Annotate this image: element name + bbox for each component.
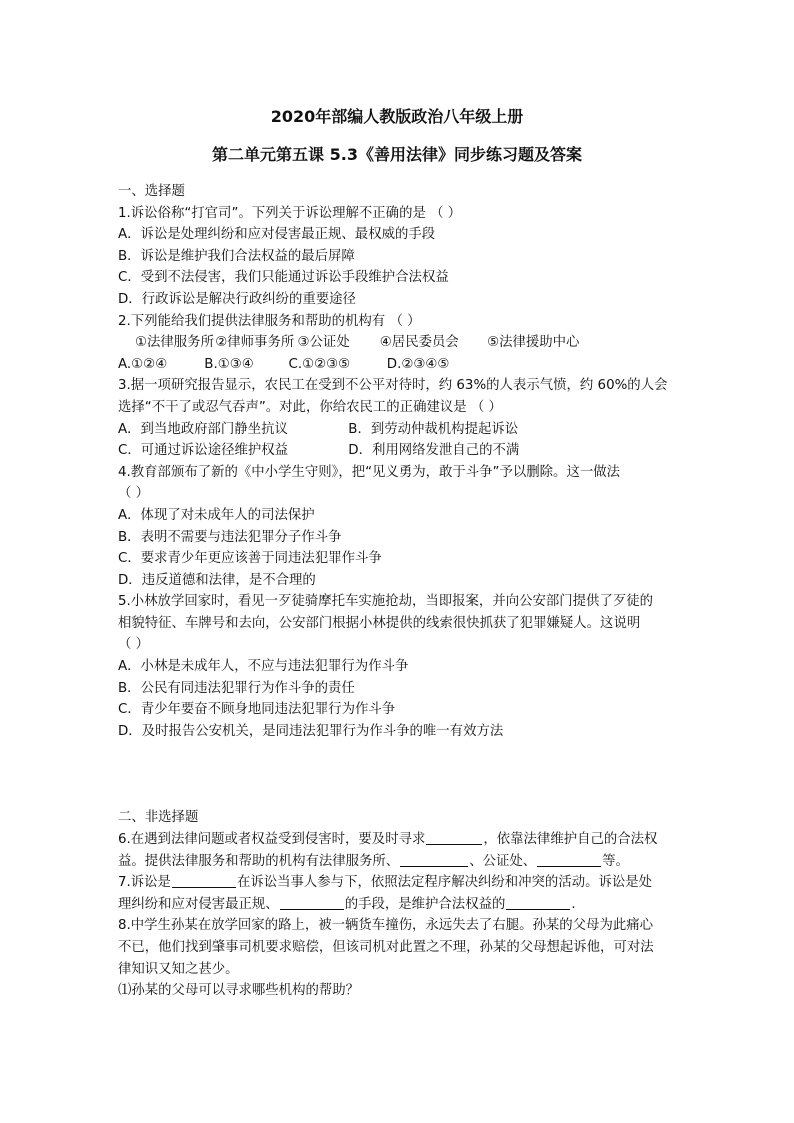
question-8-stem-line-2: 不已，他们找到肇事司机要求赔偿，但该司机对此置之不理，孙某的父母想起诉他，可对法 <box>118 940 654 955</box>
question-2-option-d: D.②③④⑤ <box>386 356 450 372</box>
question-7-line-2: 理纠纷和应对侵害最正规、 的手段，是维护合法权益的 . <box>118 896 576 912</box>
question-3-option-c: C．可通过诉讼途径维护权益 <box>118 443 289 459</box>
question-2-item-1: ①法律服务所 <box>135 335 214 351</box>
question-3-options-row-1 <box>118 419 678 441</box>
question-5-stem-line-2: 相貌特征、车牌号和去向，公安部门根据小林提供的线索很快抓获了犯罪嫌疑人。这说明 <box>118 615 641 631</box>
question-3-option-a: A．到当地政府部门静坐抗议 <box>118 421 288 437</box>
question-1-option-c: C．受到不法侵害，我们只能通过诉讼手段维护合法权益 <box>118 270 449 286</box>
question-2-item-4: ④居民委员会 <box>379 335 459 351</box>
answer-blank[interactable] <box>400 852 468 867</box>
question-6-line-1: 6.在遇到法律问题或者权益受到侵害时，要及时寻求 ，依靠法律维护自己的合法权 <box>118 832 658 848</box>
question-5-option-c: C．青少年要奋不顾身地同违法犯罪行为作斗争 <box>118 702 396 718</box>
question-2-item-3: ③公证处 <box>297 335 350 351</box>
question-4-option-c: C．要求青少年更应该善于同违法犯罪作斗争 <box>118 551 382 567</box>
question-1-option-b: B．诉讼是维护我们合法权益的最后屏障 <box>118 248 355 264</box>
document-title: 2020年部编人教版政治八年级上册 <box>270 107 524 126</box>
question-2-options <box>118 354 678 376</box>
answer-blank[interactable] <box>426 830 482 845</box>
answer-blank[interactable] <box>506 895 570 910</box>
question-3-option-d: D．利用网络发泄自己的不满 <box>348 443 520 459</box>
question-5-option-b: B．公民有同违法犯罪行为作斗争的责任 <box>118 680 355 696</box>
question-2-item-5: ⑤法律援助中心 <box>487 335 580 351</box>
question-4-option-a: A．体现了对未成年人的司法保护 <box>118 507 315 523</box>
question-2-item-2: ②律师事务所 <box>215 335 295 351</box>
question-6-line-2: 益。提供法律服务和帮助的机构有法律服务所、 、公证处、 等。 <box>118 853 629 869</box>
question-1-stem: 1.诉讼俗称“打官司”。下列关于诉讼理解不正确的是 （ ） <box>118 205 462 221</box>
question-2-items <box>118 332 678 354</box>
question-5-option-a: A．小林是未成年人，不应与违法犯罪行为作斗争 <box>118 659 409 675</box>
answer-blank[interactable] <box>537 852 601 867</box>
question-8-sub-1: ⑴孙某的父母可以寻求哪些机构的帮助？ <box>118 983 360 999</box>
question-5-option-d: D．及时报告公安机关，是同违法犯罪行为作斗争的唯一有效方法 <box>118 723 504 739</box>
question-5-stem-line-3: （ ） <box>118 637 150 653</box>
section-heading-choice: 一、选择题 <box>118 184 185 199</box>
question-4-option-b: B．表明不需要与违法犯罪分子作斗争 <box>118 529 342 545</box>
question-5-stem-line-1: 5.小林放学回家时，看见一歹徒骑摩托车实施抢劫，当即报案，并向公安部门提供了歹徒的 <box>118 594 654 610</box>
question-2-option-c: C.①②③⑤ <box>288 356 351 372</box>
question-2-option-b: B.①③④ <box>204 356 254 372</box>
question-8-stem-line-1: 8.中学生孙某在放学回家的路上，被一辆货车撞伤，永远失去了右腿。孙某的父母为此痛心 <box>118 918 654 934</box>
document-body <box>118 181 678 1002</box>
question-3-stem-line-1: 3.据一项研究报告显示，农民工在受到不公平对待时，约 63%的人表示气愤，约 60%的人会 <box>118 378 668 394</box>
question-2-option-a: A.①②④ <box>118 356 168 372</box>
answer-blank[interactable] <box>172 873 236 888</box>
question-7-line-1: 7.诉讼是 在诉讼当事人参与下，依照法定程序解决纠纷和冲突的活动。诉讼是处 <box>118 875 653 891</box>
document-subtitle: 第二单元第五课 5.3《善用法律》同步练习题及答案 <box>212 145 582 164</box>
question-2-stem: 2.下列能给我们提供法律服务和帮助的机构有 （ ） <box>118 313 421 329</box>
question-1-option-a: A．诉讼是处理纠纷和应对侵害最正规、最权威的手段 <box>118 227 436 243</box>
question-3-options-row-2 <box>118 440 678 462</box>
question-3-option-b: B．到劳动仲裁机构提起诉讼 <box>348 421 519 437</box>
section-heading-non-choice: 二、非选择题 <box>118 810 199 826</box>
question-8-stem-line-3: 律知识又知之甚少。 <box>118 961 239 977</box>
section-gap <box>118 742 678 807</box>
question-1-option-d: D．行政诉讼是解决行政纠纷的重要途径 <box>118 291 356 307</box>
question-4-option-d: D．违反道德和法律，是不合理的 <box>118 572 316 588</box>
question-4-stem-line-2: （ ） <box>118 486 150 502</box>
question-4-stem-line-1: 4.教育部颁布了新的《中小学生守则》，把“见义勇为，敢于斗争”予以删除。这一做法 <box>118 464 621 480</box>
answer-blank[interactable] <box>280 895 344 910</box>
question-3-stem-line-2: 选择“不干了或忍气吞声”。对此，你给农民工的正确建议是 （ ） <box>118 399 502 415</box>
